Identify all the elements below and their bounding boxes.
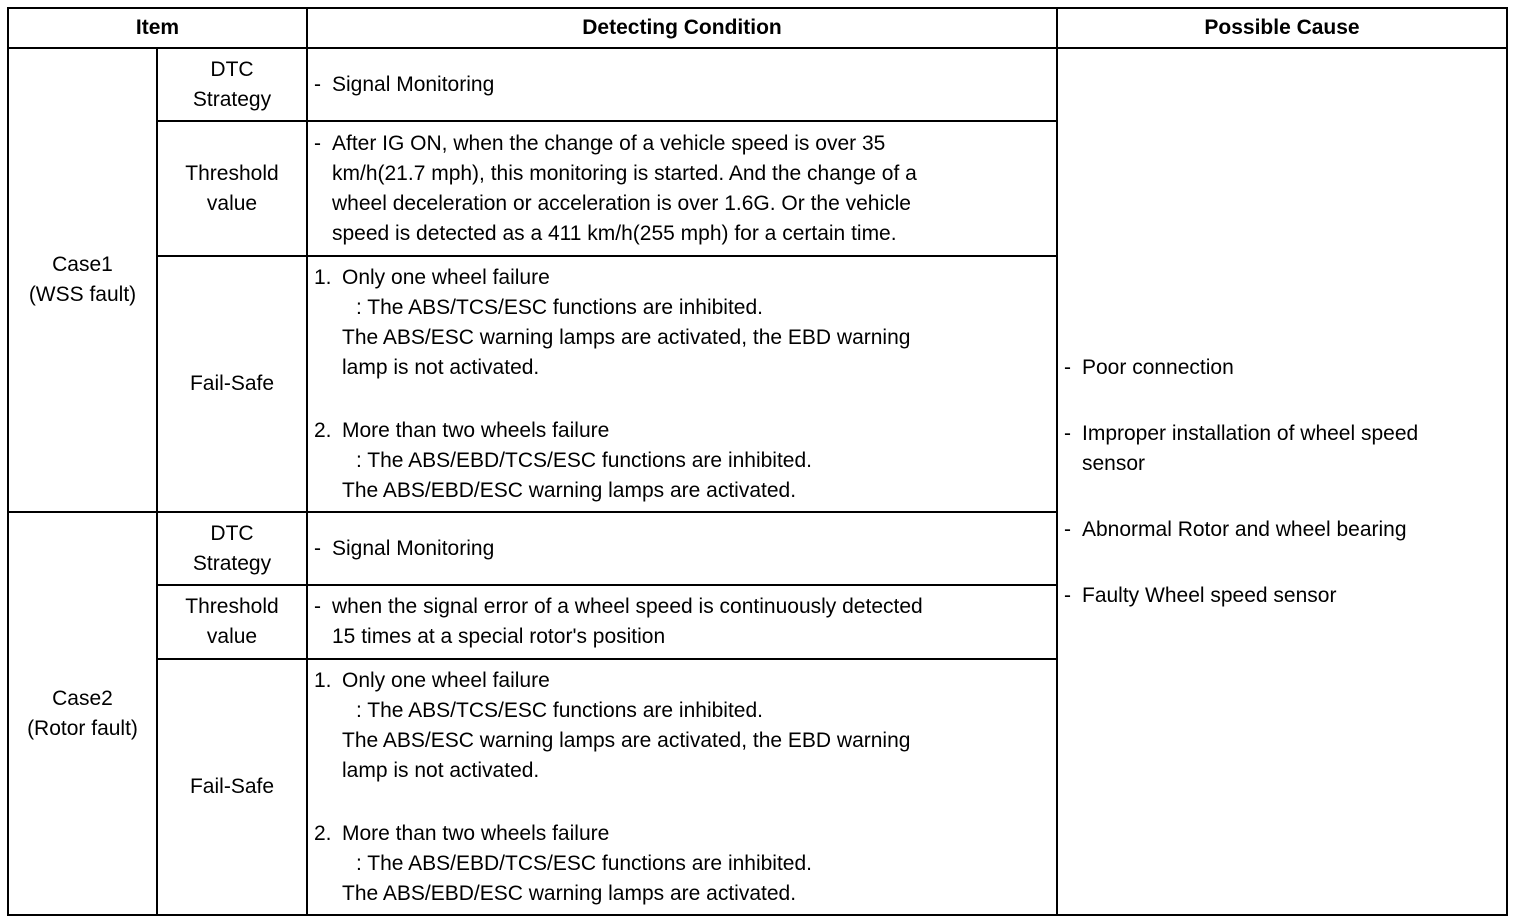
case1-threshold-label-line2: value: [206, 191, 258, 215]
case1-label: [8, 48, 157, 512]
case2-threshold-line: 15 times at a special rotor's position: [332, 625, 666, 648]
header-detecting-condition: Detecting Condition: [307, 8, 1057, 48]
case1-failsafe-2-line2: The ABS/EBD/ESC warning lamps are activated.: [342, 478, 797, 502]
cause-item-1: Poor connection: [1082, 355, 1234, 379]
dash-mark: -: [314, 595, 321, 618]
case1-failsafe-1-colon: : The ABS/TCS/ESC functions are inhibited.: [356, 295, 763, 319]
dash-mark: -: [1064, 517, 1071, 541]
case2-dtc-label: [157, 512, 307, 585]
case2-failsafe-1-head: Only one wheel failure: [342, 668, 550, 692]
case1-failsafe-text: [307, 256, 1057, 512]
case1-failsafe-label: Fail-Safe: [157, 256, 307, 512]
cause-item-3: Abnormal Rotor and wheel bearing: [1082, 517, 1407, 541]
case2-threshold-label-line1: Threshold: [185, 595, 279, 618]
number-mark: 1.: [314, 668, 332, 692]
case2-threshold-text: [307, 585, 1057, 659]
case2-dtc-text: [307, 512, 1057, 585]
case1-threshold-line: km/h(21.7 mph), this monitoring is started. And the change of a: [332, 161, 917, 185]
cause-item-4: Faulty Wheel speed sensor: [1082, 583, 1337, 607]
dash-mark: -: [1064, 583, 1071, 607]
case1-dtc-label-line1: DTC: [210, 57, 254, 81]
case1-dtc-value: Signal Monitoring: [332, 72, 495, 96]
header-row: [8, 8, 1507, 48]
case2-label-line2: (Rotor fault): [27, 716, 138, 740]
case1-failsafe-1-line2: The ABS/ESC warning lamps are activated, the EBD warning: [342, 325, 911, 349]
possible-cause-cell: [1057, 48, 1507, 915]
case1-label-line1: Case1: [52, 253, 113, 276]
case2-failsafe-1-line3: lamp is not activated.: [342, 758, 540, 782]
case1-dtc-text: [307, 48, 1057, 121]
header-item: Item: [8, 8, 307, 48]
dash-mark: -: [1064, 355, 1071, 379]
case2-failsafe-text: [307, 659, 1057, 915]
case1-threshold-line: After IG ON, when the change of a vehicle speed is over 35: [332, 131, 886, 155]
case1-dtc-row: [8, 48, 1507, 121]
dash-mark: -: [314, 131, 321, 155]
case2-dtc-value: Signal Monitoring: [332, 536, 495, 560]
case2-failsafe-1-colon: : The ABS/TCS/ESC functions are inhibited.: [356, 698, 763, 722]
case2-dtc-label-line1: DTC: [210, 521, 254, 545]
case1-threshold-text: [307, 121, 1057, 256]
case2-failsafe-2-colon: : The ABS/EBD/TCS/ESC functions are inhibited.: [356, 851, 813, 875]
case2-failsafe-2-line2: The ABS/EBD/ESC warning lamps are activated.: [342, 881, 797, 905]
case2-failsafe-1-line2: The ABS/ESC warning lamps are activated, the EBD warning: [342, 728, 911, 752]
case2-label: [8, 512, 157, 915]
case1-failsafe-2-colon: : The ABS/EBD/TCS/ESC functions are inhibited.: [356, 448, 813, 472]
case1-failsafe-1-head: Only one wheel failure: [342, 265, 550, 289]
case2-failsafe-label: Fail-Safe: [157, 659, 307, 915]
case1-label-line2: (WSS fault): [28, 283, 137, 306]
case1-threshold-label: [157, 121, 307, 256]
case2-threshold-label: [157, 585, 307, 659]
number-mark: 1.: [314, 265, 332, 289]
case2-failsafe-2-head: More than two wheels failure: [342, 821, 610, 845]
case2-dtc-label-line2: Strategy: [192, 551, 272, 575]
case1-failsafe-2-head: More than two wheels failure: [342, 418, 610, 442]
cause-item-2: Improper installation of wheel speed: [1082, 421, 1419, 445]
cause-item-2-cont: sensor: [1082, 451, 1146, 475]
dash-mark: -: [314, 72, 321, 96]
header-possible-cause: Possible Cause: [1057, 8, 1507, 48]
number-mark: 2.: [314, 821, 332, 845]
dash-mark: -: [1064, 421, 1071, 445]
case1-dtc-label: [157, 48, 307, 121]
case2-threshold-line: when the signal error of a wheel speed is continuously detected: [332, 595, 923, 618]
number-mark: 2.: [314, 418, 332, 442]
case1-threshold-line: wheel deceleration or acceleration is over 1.6G. Or the vehicle: [332, 191, 911, 215]
dtc-table: [7, 7, 1508, 916]
case1-threshold-label-line1: Threshold: [185, 161, 279, 185]
case2-threshold-label-line2: value: [206, 625, 258, 648]
case2-label-line1: Case2: [52, 686, 113, 710]
case1-failsafe-1-line3: lamp is not activated.: [342, 355, 540, 379]
case1-threshold-line: speed is detected as a 411 km/h(255 mph) for a certain time.: [332, 221, 897, 245]
case1-dtc-label-line2: Strategy: [192, 87, 272, 111]
dash-mark: -: [314, 536, 321, 560]
